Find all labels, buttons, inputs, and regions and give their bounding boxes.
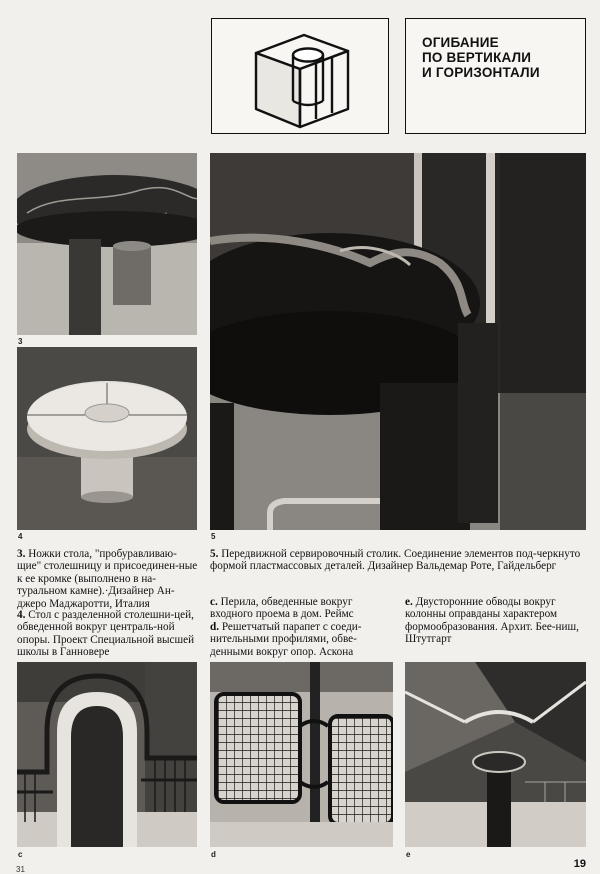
caption-5 [210,548,586,573]
caption-3-text: Ножки стола, "пробуравливаю-щие" столешницу и присоединен-ные к ее кромке (выполнено в на-туральном камне).·Дизайнер Ан-джеро Маджаротти, Италия [17,548,198,610]
figure-label-d: d [211,850,216,859]
isometric-block-wrap-icon [212,19,390,135]
caption-c-text: Перила, обведенные вокруг входного проема в дом. Реймс [210,596,354,621]
header-title-box [405,18,586,134]
page-title-line-1: ОГИБАНИЕ [422,35,499,50]
photo-serving-cart [210,153,586,530]
caption-e-text: Двусторонние обводы вокруг колонны оправданы характером формообразования. Архит. Бее-ниш, Штутгарт [405,596,579,646]
caption-c-number: c. [210,596,218,608]
caption-d-number: d. [210,621,220,633]
caption-4-text: Стол с разделенной столешни-цей, обведенной вокруг централь-ной опоры. Проект Специальной высшей школы в Ганновере [17,609,195,659]
figure-label-e: e [406,850,411,859]
header-icon-box [211,18,389,134]
photo-railing-doorway [17,662,197,847]
caption-3-number: 3. [17,548,26,560]
photo-stone-table [17,153,197,335]
figure-label-5: 5 [211,532,216,541]
figure-label-4: 4 [18,532,23,541]
caption-e [405,596,586,646]
page-number: 19 [573,858,586,870]
caption-d [210,621,393,658]
caption-c [210,596,393,621]
photo-split-table [17,347,197,530]
photo-column [405,662,586,847]
page-left-number: 31 [16,865,25,874]
caption-5-text: Передвижной сервировочный столик. Соединение элементов под-черкнуто формой пластмассовых деталей. Дизайнер Вальдемар Роте, Гайдельберг [210,548,581,573]
page-title-line-3: И ГОРИЗОНТАЛИ [422,65,540,80]
caption-4 [17,609,199,659]
caption-d-text: Решетчатый парапет с соеди-нительными профилями, обве-денными вокруг опор. Аскона [210,621,362,658]
page-title-line-2: ПО ВЕРТИКАЛИ [422,50,532,65]
figure-label-3: 3 [18,337,23,346]
photo-mesh-parapet [210,662,393,847]
caption-3 [17,548,199,610]
caption-5-number: 5. [210,548,219,560]
caption-4-number: 4. [17,609,26,621]
caption-e-number: e. [405,596,413,608]
figure-label-c: c [18,850,23,859]
